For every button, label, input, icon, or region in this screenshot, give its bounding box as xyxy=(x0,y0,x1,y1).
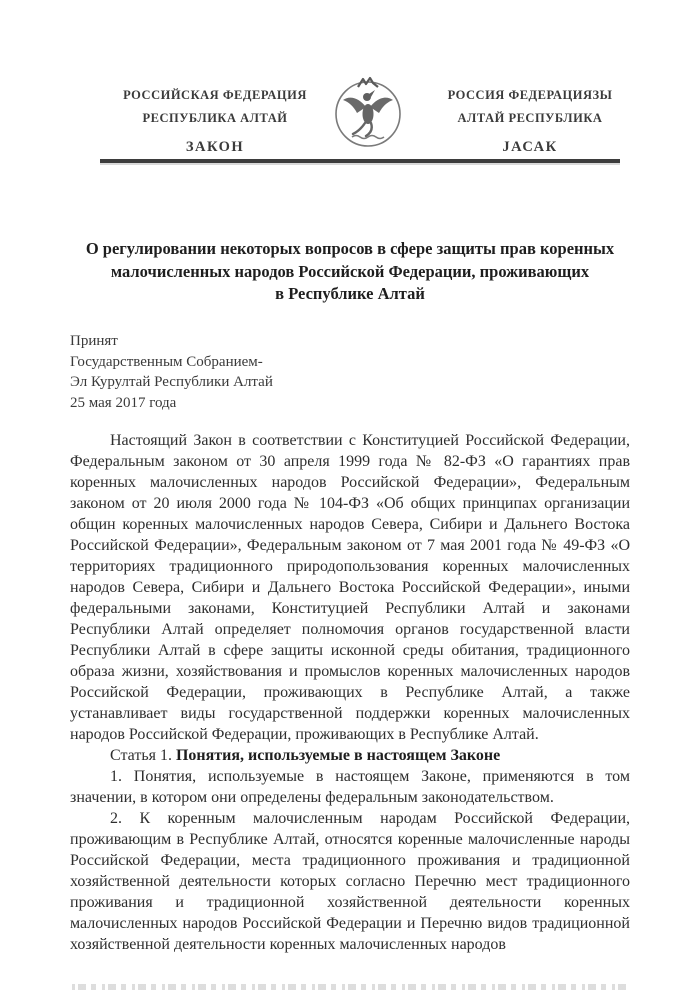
document-type-ru: ЗАКОН xyxy=(185,139,245,155)
article-1-label: Статья 1. xyxy=(110,747,172,764)
letterhead-country-alt: РОССИЯ ФЕДЕРАЦИЯЗЫ xyxy=(447,88,613,102)
header-divider xyxy=(100,159,620,163)
article-1-title: Понятия, используемые в настоящем Законе xyxy=(175,747,501,764)
law-title-line-1: О регулировании некоторых вопросов в сфере защиты прав коренных xyxy=(85,239,615,258)
article-1-item-2: 2. К коренным малочисленным народам Российской Федерации, проживающим в Республике Алтай, относятся коренные малочисленные народы Российской Федерации, места традиционного проживания и традиционной хозяйственной деятельности которых согласно Перечню мест традиционного проживания и традиционной хозяйственной деятельности коренных малочисленных народов Российской Федерации и Перечню видов традиционной хозяйственной деятельности коренных малочисленных народов xyxy=(70,810,630,953)
adoption-body-line-1: Государственным Собранием- xyxy=(70,353,263,370)
letterhead-russian xyxy=(92,84,338,156)
intro-paragraph: Настоящий Закон в соответствии с Конституцией Российской Федерации, Федеральным законом от 30 апреля 1999 года № 82-ФЗ «О гарантиях прав коренных малочисленных народов Российской Федерации», Федеральным законом от 20 июля 2000 года № 104-ФЗ «Об общих принципах организации общин коренных малочисленных народов Севера, Сибири и Дальнего Востока Российской Федерации», Федеральным законом от 7 мая 2001 года № 49-ФЗ «О территориях традиционного природопользования коренных малочисленных народов Севера, Сибири и Дальнего Востока Российской Федерации», иными федеральными законами, Конституцией Республики Алтай и законами Республики Алтай определяет полномочия органов государственной власти Республики Алтай в сфере защиты исконной среды обитания, традиционного образа жизни, хозяйствования и промыслов коренных малочисленных народов Российской Федерации, проживающих в Республике Алтай, а также устанавливает виды государственной поддержки коренных малочисленных народов Российской Федерации, проживающих в Республике Алтай. xyxy=(70,432,630,743)
adoption-body-line-2: Эл Курултай Республики Алтай xyxy=(70,374,273,390)
adoption-date: 25 мая 2017 года xyxy=(70,394,177,411)
altai-coat-of-arms-icon xyxy=(330,74,406,150)
law-title-line-2: малочисленных народов Российской Федерации, проживающих xyxy=(110,261,590,281)
adoption-status: Принят xyxy=(70,333,118,349)
law-title-line-3: в Республике Алтай xyxy=(275,284,425,303)
article-1-heading xyxy=(70,745,630,766)
law-title xyxy=(50,238,650,306)
article-1-item-1: 1. Понятия, используемые в настоящем Законе, применяются в том значении, в котором они определены федеральным законодательством. xyxy=(70,768,630,806)
document-type-alt: JАСАК xyxy=(502,139,558,155)
letterhead-republic-ru: РЕСПУБЛИКА АЛТАЙ xyxy=(142,111,288,125)
letterhead-republic-alt: АЛТАЙ РЕСПУБЛИКА xyxy=(457,111,603,125)
clipped-text-line xyxy=(72,984,628,990)
letterhead-country-ru: РОССИЙСКАЯ ФЕДЕРАЦИЯ xyxy=(123,88,307,102)
adoption-block xyxy=(70,331,273,413)
letterhead-altai xyxy=(424,84,636,156)
law-body xyxy=(70,430,630,991)
